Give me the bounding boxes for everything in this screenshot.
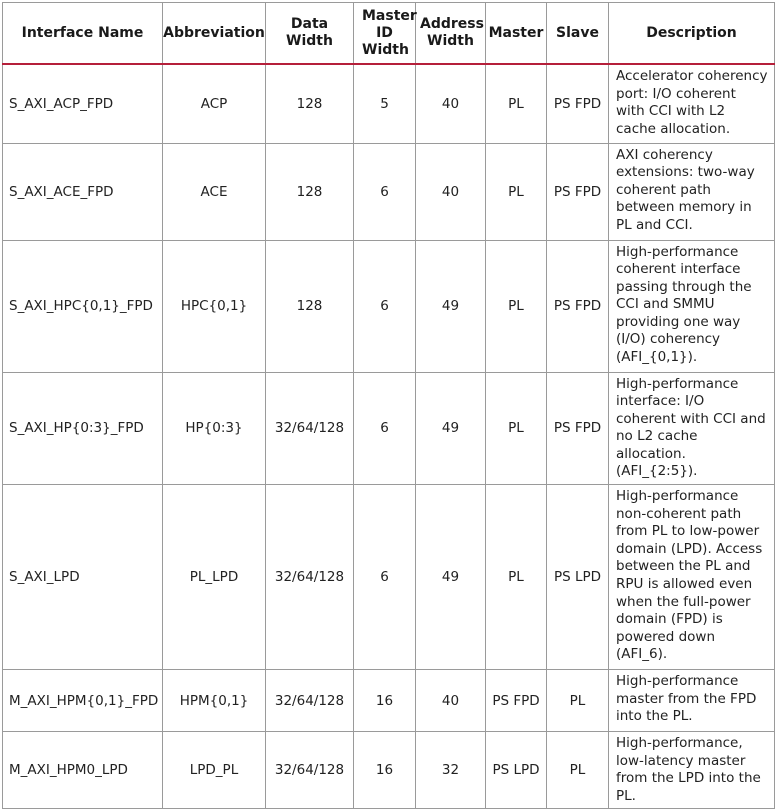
cell-master-id-width: 6 <box>354 372 416 485</box>
table-row <box>3 670 775 732</box>
cell-address-width: 40 <box>416 670 486 732</box>
cell-master: PS FPD <box>486 670 547 732</box>
cell-abbreviation: HPM{0,1} <box>163 670 266 732</box>
cell-address-width: 32 <box>416 732 486 809</box>
cell-interface-name: S_AXI_LPD <box>3 485 163 670</box>
cell-data-width: 32/64/128 <box>266 372 354 485</box>
cell-slave: PS LPD <box>547 485 609 670</box>
cell-master: PL <box>486 372 547 485</box>
cell-abbreviation: PL_LPD <box>163 485 266 670</box>
header-description: Description <box>609 3 775 65</box>
cell-master-id-width: 6 <box>354 240 416 372</box>
cell-abbreviation: ACE <box>163 143 266 240</box>
cell-master-id-width: 16 <box>354 670 416 732</box>
cell-master-id-width: 6 <box>354 143 416 240</box>
cell-slave: PL <box>547 732 609 809</box>
cell-master: PL <box>486 485 547 670</box>
header-abbreviation: Abbreviation <box>163 3 266 65</box>
table-row <box>3 240 775 372</box>
cell-abbreviation: ACP <box>163 64 266 143</box>
cell-interface-name: S_AXI_HP{0:3}_FPD <box>3 372 163 485</box>
cell-interface-name: M_AXI_HPM{0,1}_FPD <box>3 670 163 732</box>
header-master-id-width: Master ID Width <box>354 3 416 65</box>
cell-slave: PL <box>547 670 609 732</box>
cell-abbreviation: HPC{0,1} <box>163 240 266 372</box>
cell-address-width: 40 <box>416 64 486 143</box>
cell-description: High-performance interface: I/O coherent with CCI and no L2 cache allocation. (AFI_{2:5}). <box>609 372 775 485</box>
cell-description: High-performance coherent interface passing through the CCI and SMMU providing one way (I/O) coherency (AFI_{0,1}). <box>609 240 775 372</box>
table-row <box>3 64 775 143</box>
header-row <box>3 3 775 65</box>
cell-data-width: 128 <box>266 143 354 240</box>
cell-description: AXI coherency extensions: two-way coherent path between memory in PL and CCI. <box>609 143 775 240</box>
interface-table <box>2 2 775 809</box>
cell-description: High-performance non-coherent path from PL to low-power domain (LPD). Access between the PL and RPU is allowed even when the full-power domain (FPD) is powered down (AFI_6). <box>609 485 775 670</box>
cell-master: PS LPD <box>486 732 547 809</box>
cell-master-id-width: 16 <box>354 732 416 809</box>
header-master: Master <box>486 3 547 65</box>
table-row <box>3 372 775 485</box>
cell-data-width: 128 <box>266 240 354 372</box>
header-interface-name: Interface Name <box>3 3 163 65</box>
cell-master-id-width: 6 <box>354 485 416 670</box>
cell-data-width: 32/64/128 <box>266 732 354 809</box>
cell-slave: PS FPD <box>547 240 609 372</box>
cell-interface-name: S_AXI_ACE_FPD <box>3 143 163 240</box>
cell-data-width: 32/64/128 <box>266 670 354 732</box>
cell-slave: PS FPD <box>547 143 609 240</box>
header-data-width: Data Width <box>266 3 354 65</box>
cell-master: PL <box>486 64 547 143</box>
cell-interface-name: S_AXI_ACP_FPD <box>3 64 163 143</box>
cell-data-width: 32/64/128 <box>266 485 354 670</box>
cell-slave: PS FPD <box>547 372 609 485</box>
cell-address-width: 40 <box>416 143 486 240</box>
cell-master-id-width: 5 <box>354 64 416 143</box>
header-slave: Slave <box>547 3 609 65</box>
cell-description: High-performance master from the FPD into the PL. <box>609 670 775 732</box>
table-row <box>3 485 775 670</box>
cell-abbreviation: LPD_PL <box>163 732 266 809</box>
table-row <box>3 732 775 809</box>
cell-description: High-performance, low-latency master from the LPD into the PL. <box>609 732 775 809</box>
cell-abbreviation: HP{0:3} <box>163 372 266 485</box>
cell-address-width: 49 <box>416 485 486 670</box>
cell-interface-name: S_AXI_HPC{0,1}_FPD <box>3 240 163 372</box>
cell-address-width: 49 <box>416 372 486 485</box>
cell-master: PL <box>486 240 547 372</box>
header-address-width: Address Width <box>416 3 486 65</box>
cell-interface-name: M_AXI_HPM0_LPD <box>3 732 163 809</box>
table-row <box>3 143 775 240</box>
cell-data-width: 128 <box>266 64 354 143</box>
cell-slave: PS FPD <box>547 64 609 143</box>
cell-address-width: 49 <box>416 240 486 372</box>
cell-description: Accelerator coherency port: I/O coherent with CCI with L2 cache allocation. <box>609 64 775 143</box>
cell-master: PL <box>486 143 547 240</box>
